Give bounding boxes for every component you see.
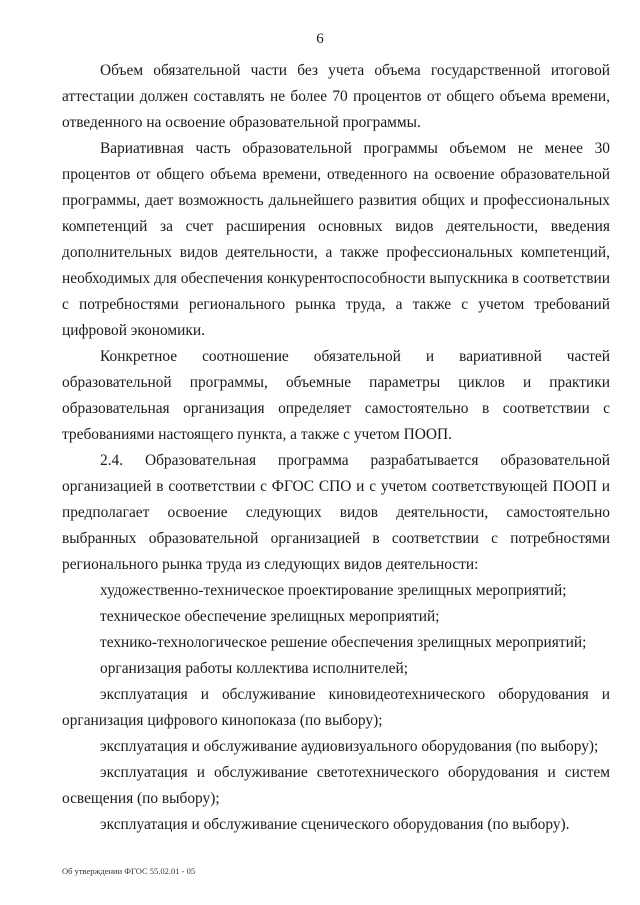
list-item: эксплуатация и обслуживание светотехнического оборудования и систем освещения (по выбору);: [62, 764, 610, 807]
paragraph-variable-part: Вариативная часть образовательной программы объемом не менее 30 процентов от общего объема времени, отведенного на освоение образовательной программы, дает возможность дальнейшего развития общих и профессиональных компетенций за счет расширения основных видов деятельности, введения дополнительных видов деятельности, а также профессиональных компетенций, необходимых для обеспечения конкурентоспособности выпускника в соответствии с потребностями регионального рынка труда, а также с учетом требований цифровой экономики.: [62, 140, 610, 339]
list-item: техническое обеспечение зрелищных мероприятий;: [100, 608, 440, 625]
paragraph-section-2-4: 2.4. Образовательная программа разрабатывается образовательной организацией в соответствии с ФГОС СПО и с учетом соответствующей ПООП и предполагает освоение следующих видов деятельности, самостоятельно выбранных образовательной организацией в соответствии с потребностями регионального рынка труда из следующих видов деятельности:: [62, 452, 610, 573]
list-item: организация работы коллектива исполнителей;: [100, 660, 408, 677]
list-item: эксплуатация и обслуживание аудиовизуального оборудования (по выбору);: [100, 738, 599, 755]
list-item: эксплуатация и обслуживание киновидеотехнического оборудования и организация цифрового кинопоказа (по выбору);: [62, 686, 610, 729]
list-item: технико-технологическое решение обеспечения зрелищных мероприятий;: [100, 634, 587, 651]
page-number: 6: [316, 31, 324, 47]
paragraph-mandatory-part: Объем обязательной части без учета объема государственной итоговой аттестации должен составлять не более 70 процентов от общего объема времени, отведенного на освоение образовательной программы.: [62, 62, 610, 131]
paragraph-ratio: Конкретное соотношение обязательной и вариативной частей образовательной программы, объемные параметры циклов и практики образовательная организация определяет самостоятельно в соответствии с требованиями настоящего пункта, а также с учетом ПООП.: [62, 348, 610, 443]
footer-note: Об утверждении ФГОС 55.02.01 - 05: [62, 866, 196, 876]
list-item: эксплуатация и обслуживание сценического оборудования (по выбору).: [100, 816, 570, 833]
list-item: художественно-техническое проектирование зрелищных мероприятий;: [100, 582, 567, 599]
document-body: [62, 58, 610, 838]
